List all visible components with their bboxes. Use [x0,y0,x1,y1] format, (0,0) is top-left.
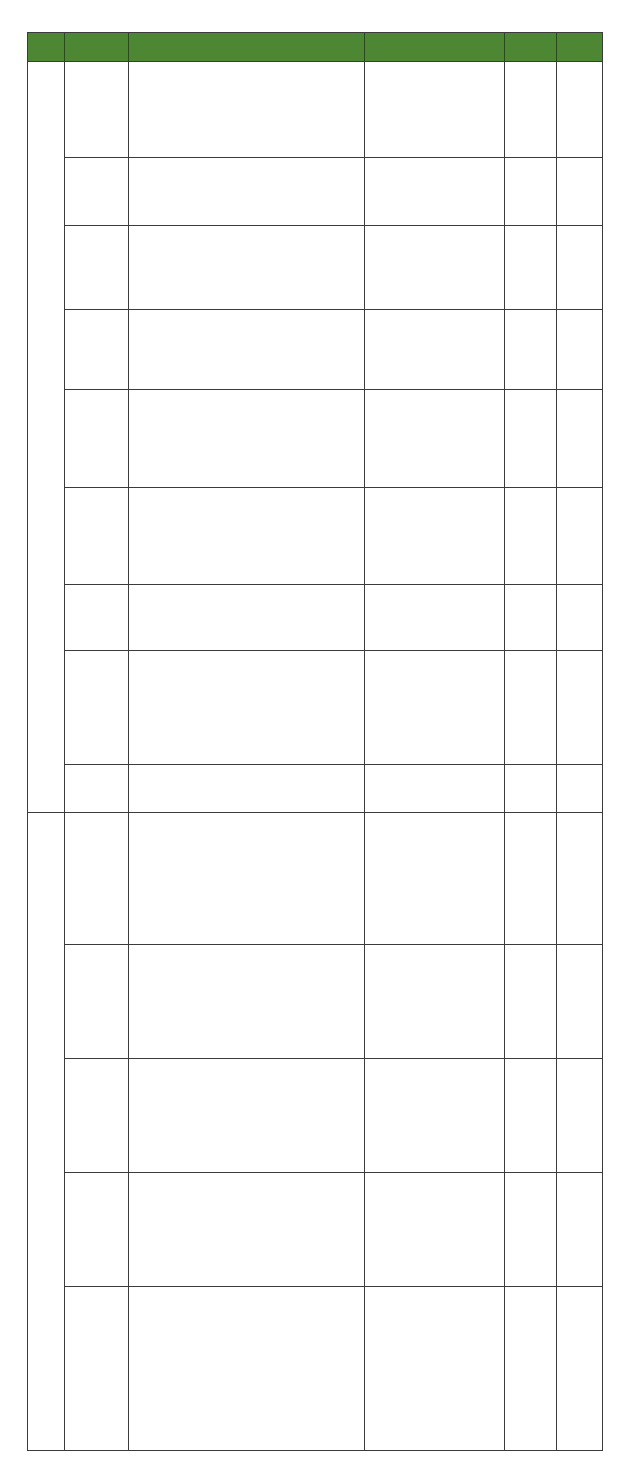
header-position [65,33,129,62]
location-cell [505,765,557,813]
duties-cell [129,1059,365,1173]
requirements-cell [365,488,505,585]
location-cell [505,813,557,945]
duties-cell [129,585,365,651]
count-cell [557,765,603,813]
requirements-cell [365,1059,505,1173]
requirements-cell [365,585,505,651]
duties-cell [129,390,365,488]
count-cell [557,390,603,488]
location-cell [505,1287,557,1451]
count-cell [557,945,603,1059]
job-table [27,32,603,1451]
requirements-cell [365,226,505,310]
duties-cell [129,158,365,226]
position-cell [65,1059,129,1173]
count-cell [557,585,603,651]
location-cell [505,585,557,651]
requirements-cell [365,158,505,226]
table-row [28,765,603,813]
requirements-cell [365,765,505,813]
table-row [28,1173,603,1287]
location-cell [505,488,557,585]
position-cell [65,390,129,488]
table-row [28,488,603,585]
requirements-cell [365,945,505,1059]
count-cell [557,1173,603,1287]
requirements-cell [365,1287,505,1451]
duties-cell [129,651,365,765]
requirements-cell [365,1173,505,1287]
location-cell [505,390,557,488]
table-row [28,390,603,488]
requirements-cell [365,813,505,945]
position-cell [65,945,129,1059]
count-cell [557,310,603,390]
category-cell [28,62,65,813]
duties-cell [129,226,365,310]
table-row [28,813,603,945]
table-body [28,62,603,1451]
count-cell [557,158,603,226]
count-cell [557,62,603,158]
location-cell [505,1059,557,1173]
duties-cell [129,1287,365,1451]
requirements-cell [365,310,505,390]
count-cell [557,1059,603,1173]
requirements-cell [365,390,505,488]
requirements-cell [365,62,505,158]
position-cell [65,765,129,813]
duties-cell [129,945,365,1059]
table-row [28,62,603,158]
count-cell [557,1287,603,1451]
location-cell [505,310,557,390]
count-cell [557,651,603,765]
duties-cell [129,765,365,813]
header-duties [129,33,365,62]
table-row [28,945,603,1059]
table-row [28,310,603,390]
duties-cell [129,488,365,585]
location-cell [505,62,557,158]
count-cell [557,813,603,945]
header-count [557,33,603,62]
count-cell [557,488,603,585]
position-cell [65,651,129,765]
duties-cell [129,62,365,158]
location-cell [505,1173,557,1287]
location-cell [505,226,557,310]
position-cell [65,1287,129,1451]
position-cell [65,585,129,651]
position-cell [65,226,129,310]
location-cell [505,158,557,226]
header-location [505,33,557,62]
table-row [28,226,603,310]
header-row [28,33,603,62]
location-cell [505,945,557,1059]
position-cell [65,488,129,585]
count-cell [557,226,603,310]
requirements-cell [365,651,505,765]
duties-cell [129,813,365,945]
table-row [28,1059,603,1173]
position-cell [65,158,129,226]
position-cell [65,1173,129,1287]
table-row [28,651,603,765]
position-cell [65,813,129,945]
position-cell [65,62,129,158]
header-index [28,33,65,62]
table-row [28,158,603,226]
category-cell [28,813,65,1451]
duties-cell [129,310,365,390]
table-row [28,1287,603,1451]
location-cell [505,651,557,765]
duties-cell [129,1173,365,1287]
position-cell [65,310,129,390]
table-row [28,585,603,651]
header-requirements [365,33,505,62]
